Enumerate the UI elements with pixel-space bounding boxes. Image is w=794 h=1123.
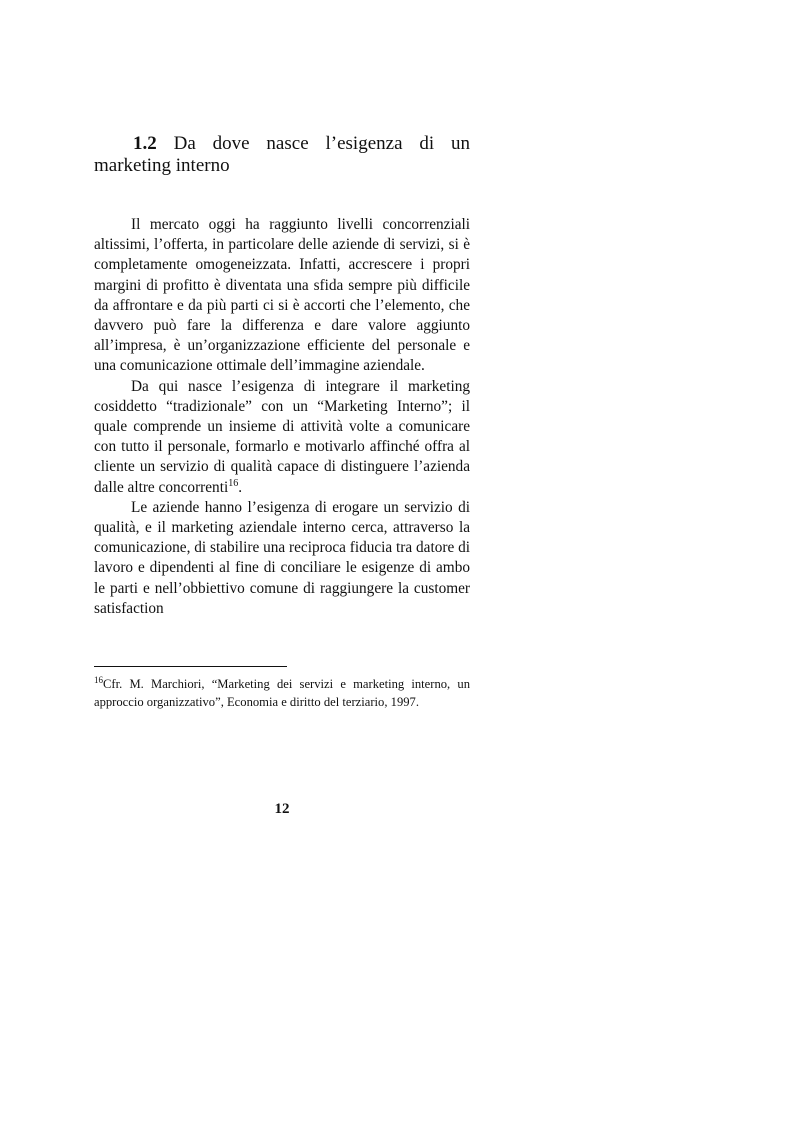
- footnote: [94, 676, 470, 711]
- paragraph-3: Le aziende hanno l’esigenza di erogare un servizio di qualità, e il marketing aziendale interno cerca, attraverso la comunicazione, di stabilire una reciproca fiducia tra datore di lavoro e dipendenti al fine di conciliare le esigenze di ambo le parti e nell’obbiettivo comune di raggiungere la customer satisfaction: [94, 498, 470, 617]
- body-text: [94, 215, 470, 619]
- footnote-reference: 16: [228, 477, 239, 489]
- section-heading-continued: [94, 155, 470, 177]
- paragraph-2-end: .: [238, 478, 243, 496]
- section-title-line1: Da dove nasce l’esigenza di un: [173, 133, 471, 154]
- footnote-divider: [94, 666, 287, 667]
- paragraph-1: Il mercato oggi ha raggiunto livelli concorrenziali altissimi, l’offerta, in particolare delle aziende di servizi, si è completamente omogeneizzata. Infatti, accrescere i propri margini di profitto è diventata una sfida sempre più difficile da affrontare e da più parti ci si è accorti che l’elemento, che davvero può fare la differenza e dare valore aggiunto all’impresa, è un’organizzazione efficiente del personale e una comunicazione ottimale dell’immagine aziendale.: [94, 216, 470, 375]
- paragraph-2-text: Da qui nasce l’esigenza di integrare il marketing cosiddetto “tradizionale” con un “Marketing Interno”; il quale comprende un insieme di attività volte a comunicare con tutto il personale, formarlo e motivarlo affinché offra al cliente un servizio di qualità capace di distinguere l’azienda dalle altre concorrenti: [94, 377, 470, 496]
- section-title-line2: marketing interno: [94, 155, 230, 176]
- section-heading: [94, 133, 470, 155]
- footnote-marker: 16: [94, 675, 103, 685]
- section-number: 1.2: [133, 133, 157, 154]
- page-number: 12: [274, 801, 290, 817]
- footnote-text: Cfr. M. Marchiori, “Marketing dei servizi e marketing interno, un approccio organizzativo”, Economia e diritto del terziario, 1997.: [94, 677, 470, 709]
- paragraph-2: [94, 377, 470, 498]
